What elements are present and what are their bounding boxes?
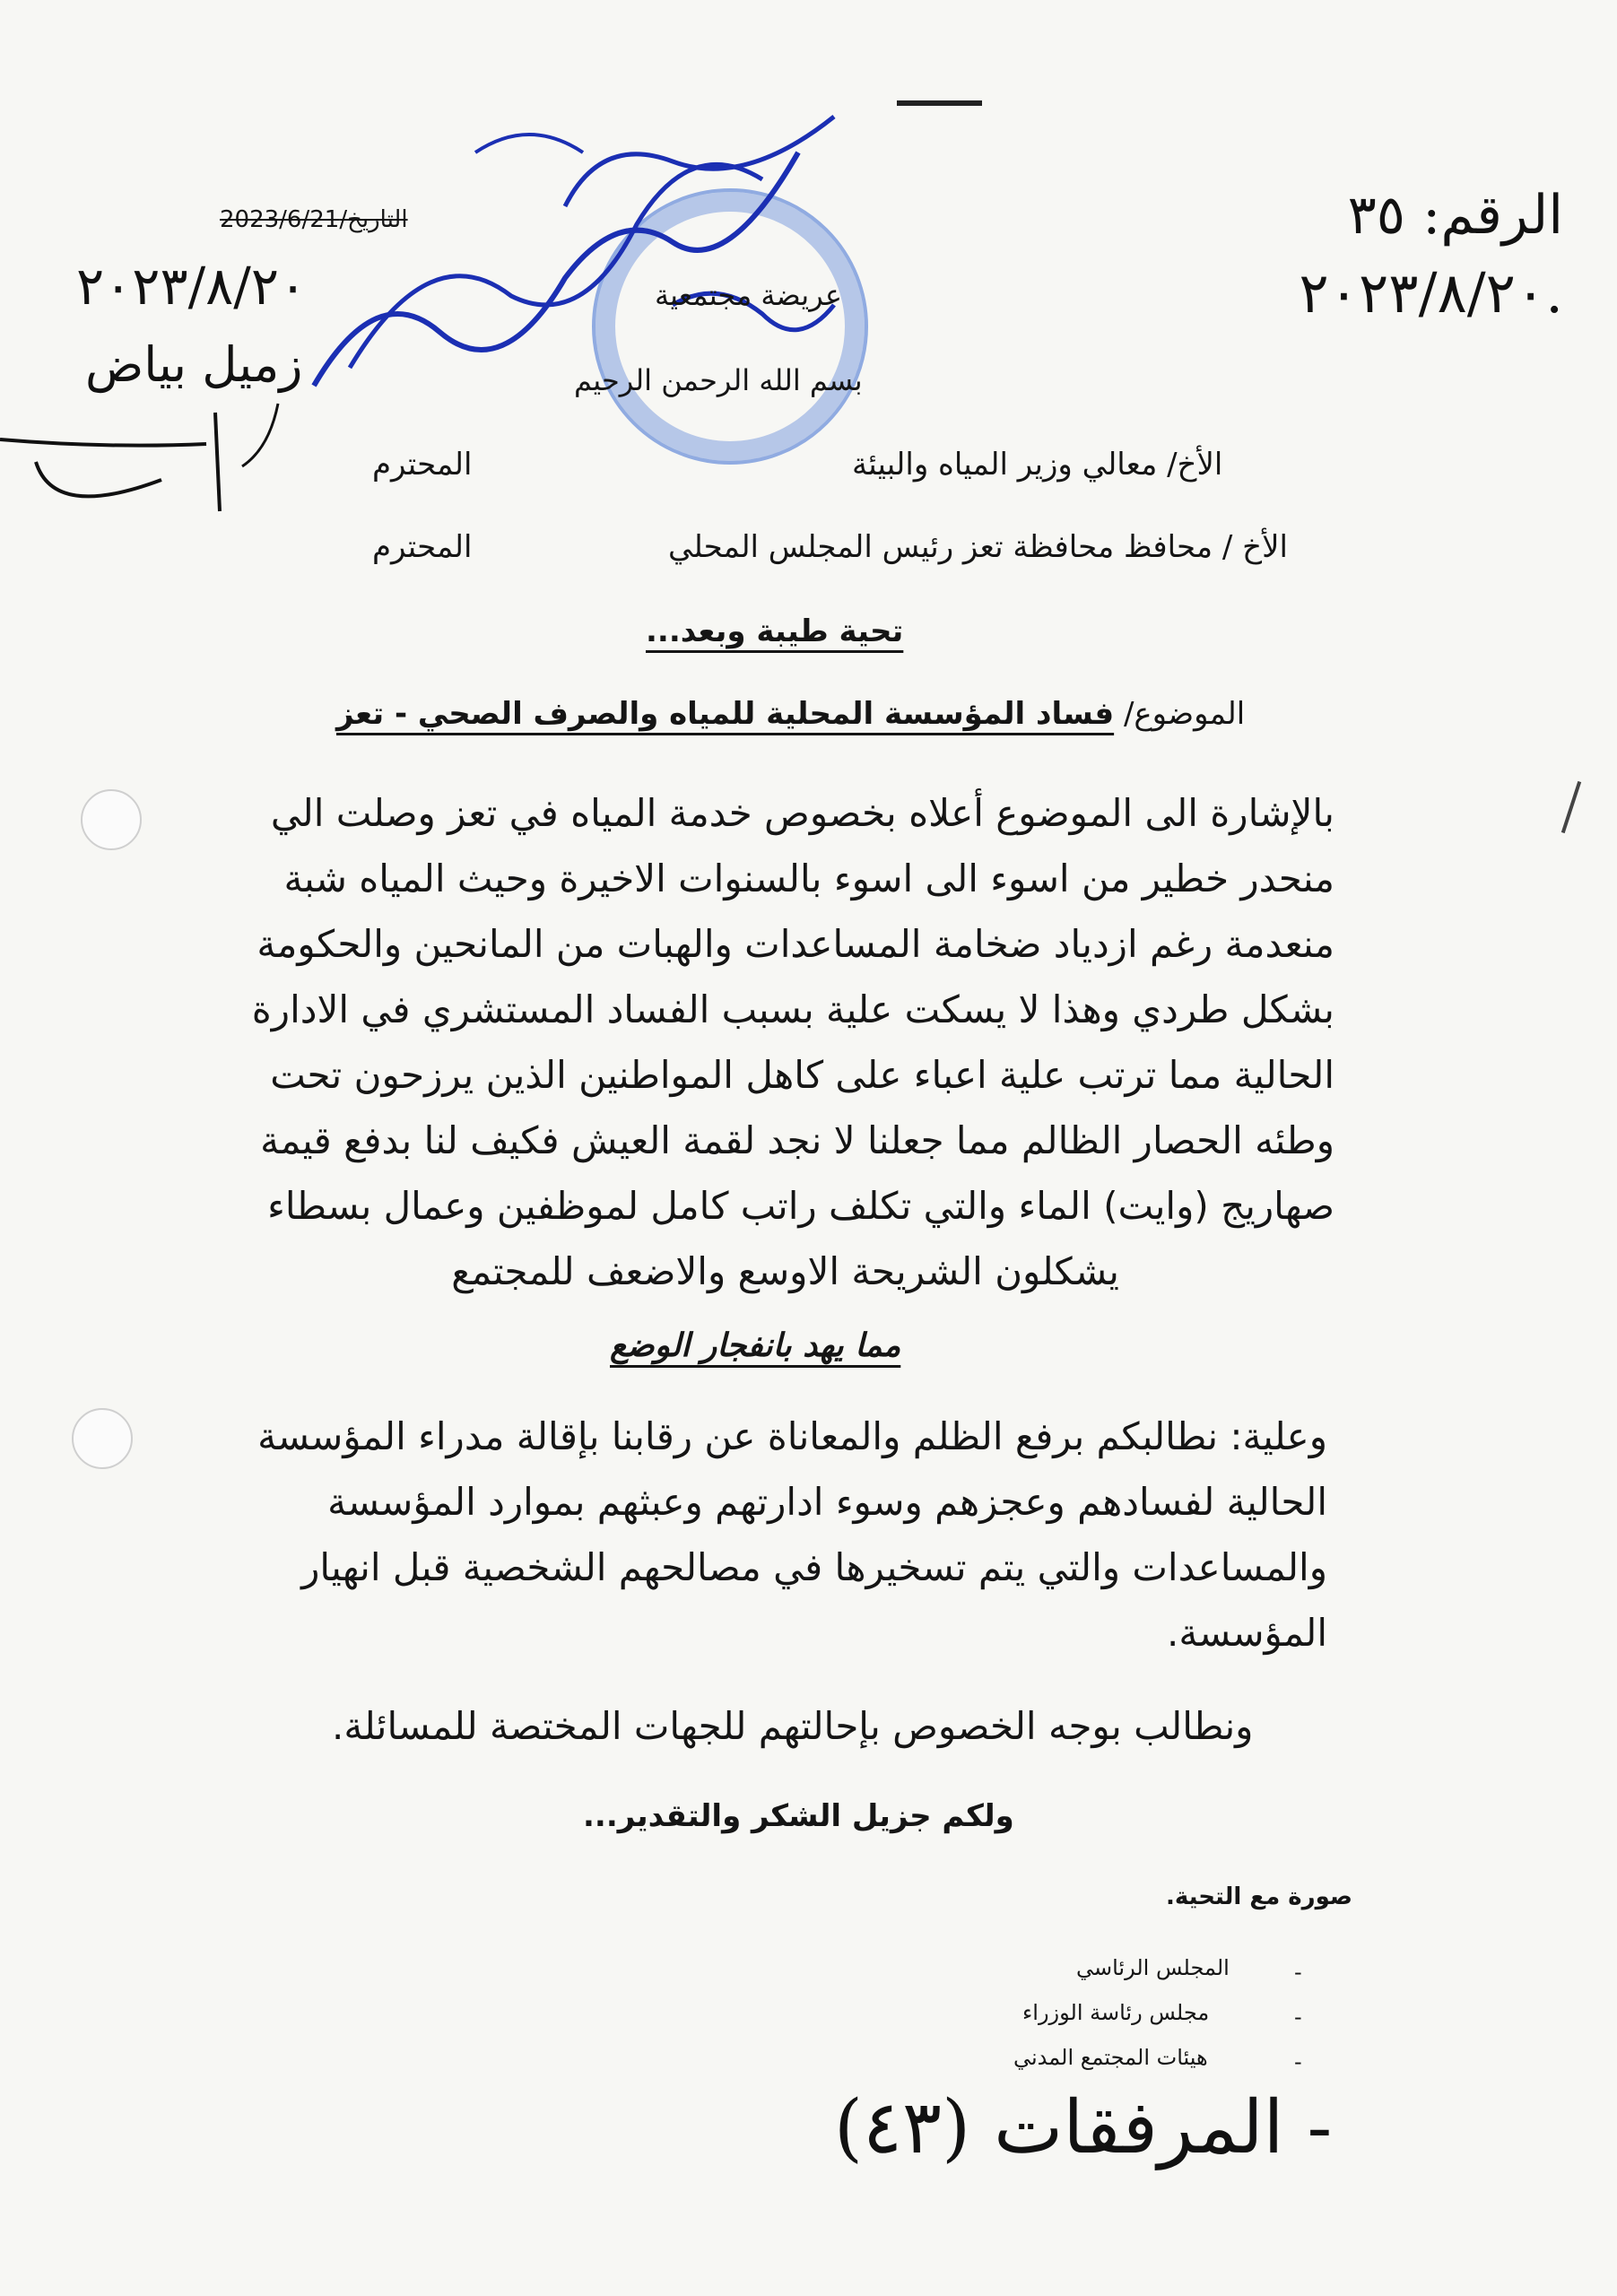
punch-hole <box>81 789 142 850</box>
handwritten-reference-date: ٢٠٢٣/٨/٢٠. <box>1299 260 1563 326</box>
handwritten-left-note: زميل بياض <box>85 336 303 393</box>
paragraph-1-line: صهاريج (وايت) الماء والتي تكلف راتب كامل لموظفين وعمال بسطاء <box>267 1184 1334 1228</box>
cc-item: مجلس رئاسة الوزراء <box>1022 2000 1210 2025</box>
cc-label: صورة مع التحية. <box>1166 1883 1352 1910</box>
cc-item: هيئات المجتمع المدني <box>1013 2045 1208 2070</box>
paragraph-2-line: المؤسسة. <box>1167 1611 1327 1655</box>
paragraph-2-line: الحالية لفسادهم وعجزهم وسوء ادارتهم وعبثهم بموارد المؤسسة <box>327 1480 1327 1524</box>
addressee-2: الأخ / محافظ محافظة تعز رئيس المجلس المحلي <box>668 529 1288 565</box>
addressee-1: الأخ/ معالي وزير المياه والبيئة <box>852 447 1223 483</box>
paragraph-2-line: وعلية: نطالبكم برفع الظلم والمعاناة عن رقابنا بإقالة مدراء المؤسسة <box>257 1414 1327 1458</box>
basmala: بسم الله الرحمن الرحيم <box>574 363 863 397</box>
cc-bullet: - <box>1294 2049 1302 2074</box>
printed-date: التاريخ/2023/6/21 <box>220 206 408 233</box>
paragraph-1-line: منحدر خطير من اسوء الى اسوء بالسنوات الاخيرة وحيث المياه شبة <box>283 857 1334 900</box>
paragraph-2-line: والمساعدات والتي يتم تسخيرها في مصالحهم الشخصية قبل انهيار <box>301 1545 1327 1589</box>
paragraph-1-line: بالإشارة الى الموضوع أعلاه بخصوص خدمة المياه في تعز وصلت الي <box>270 791 1334 835</box>
cc-bullet: - <box>1294 1960 1302 1985</box>
warning-line: مما يهد بانفجار الوضع <box>610 1327 901 1364</box>
subject-label: الموضوع/ <box>1123 696 1246 732</box>
margin-mark <box>1561 781 1581 833</box>
handwritten-reference-number: الرقم: ٣٥ <box>1347 184 1563 247</box>
handwritten-left-date: ٢٠٢٣/٨/٢٠ <box>76 256 308 317</box>
paragraph-1-line: بشكل طردي وهذا لا يسكت علية بسبب الفساد المستشري في الادارة <box>251 987 1334 1031</box>
paragraph-1 <box>222 780 1334 1304</box>
paragraph-1-line: يشكلون الشريحة الاوسع والاضعف للمجتمع <box>451 1249 1119 1293</box>
cc-item: المجلس الرئاسي <box>1076 1955 1230 1980</box>
document-title: عريضة مجتمعية <box>655 278 842 312</box>
addressee-2-honorific: المحترم <box>372 529 473 565</box>
addressee-1-honorific: المحترم <box>372 447 473 483</box>
greeting: تحية طيبة وبعد... <box>646 613 904 649</box>
top-mark <box>897 100 982 106</box>
handwritten-attachments: - المرفقات (٤٣) <box>834 2085 1333 2170</box>
subject-text: فساد المؤسسة المحلية للمياه والصرف الصحي - تعز <box>336 696 1115 732</box>
paragraph-1-line: منعدمة رغم ازدياد ضخامة المساعدات والهبات من المانحين والحكومة <box>256 922 1334 966</box>
paragraph-1-line: وطئه الحصار الظالم مما جعلنا لا نجد لقمة العيش فكيف لنا بدفع قيمة <box>260 1118 1334 1162</box>
paragraph-1-line: الحالية مما ترتب علية اعباء على كاهل المواطنين الذين يرزحون تحت <box>270 1053 1334 1097</box>
paragraph-3: ونطالب بوجه الخصوص بإحالتهم للجهات المختصة للمسائلة. <box>332 1704 1254 1748</box>
closing: ولكم جزيل الشكر والتقدير... <box>583 1798 1014 1834</box>
subject-line <box>336 696 1245 732</box>
punch-hole <box>72 1408 133 1469</box>
paragraph-2 <box>257 1404 1327 1665</box>
signature-strokes <box>0 395 287 538</box>
cc-bullet: - <box>1294 2005 1302 2030</box>
